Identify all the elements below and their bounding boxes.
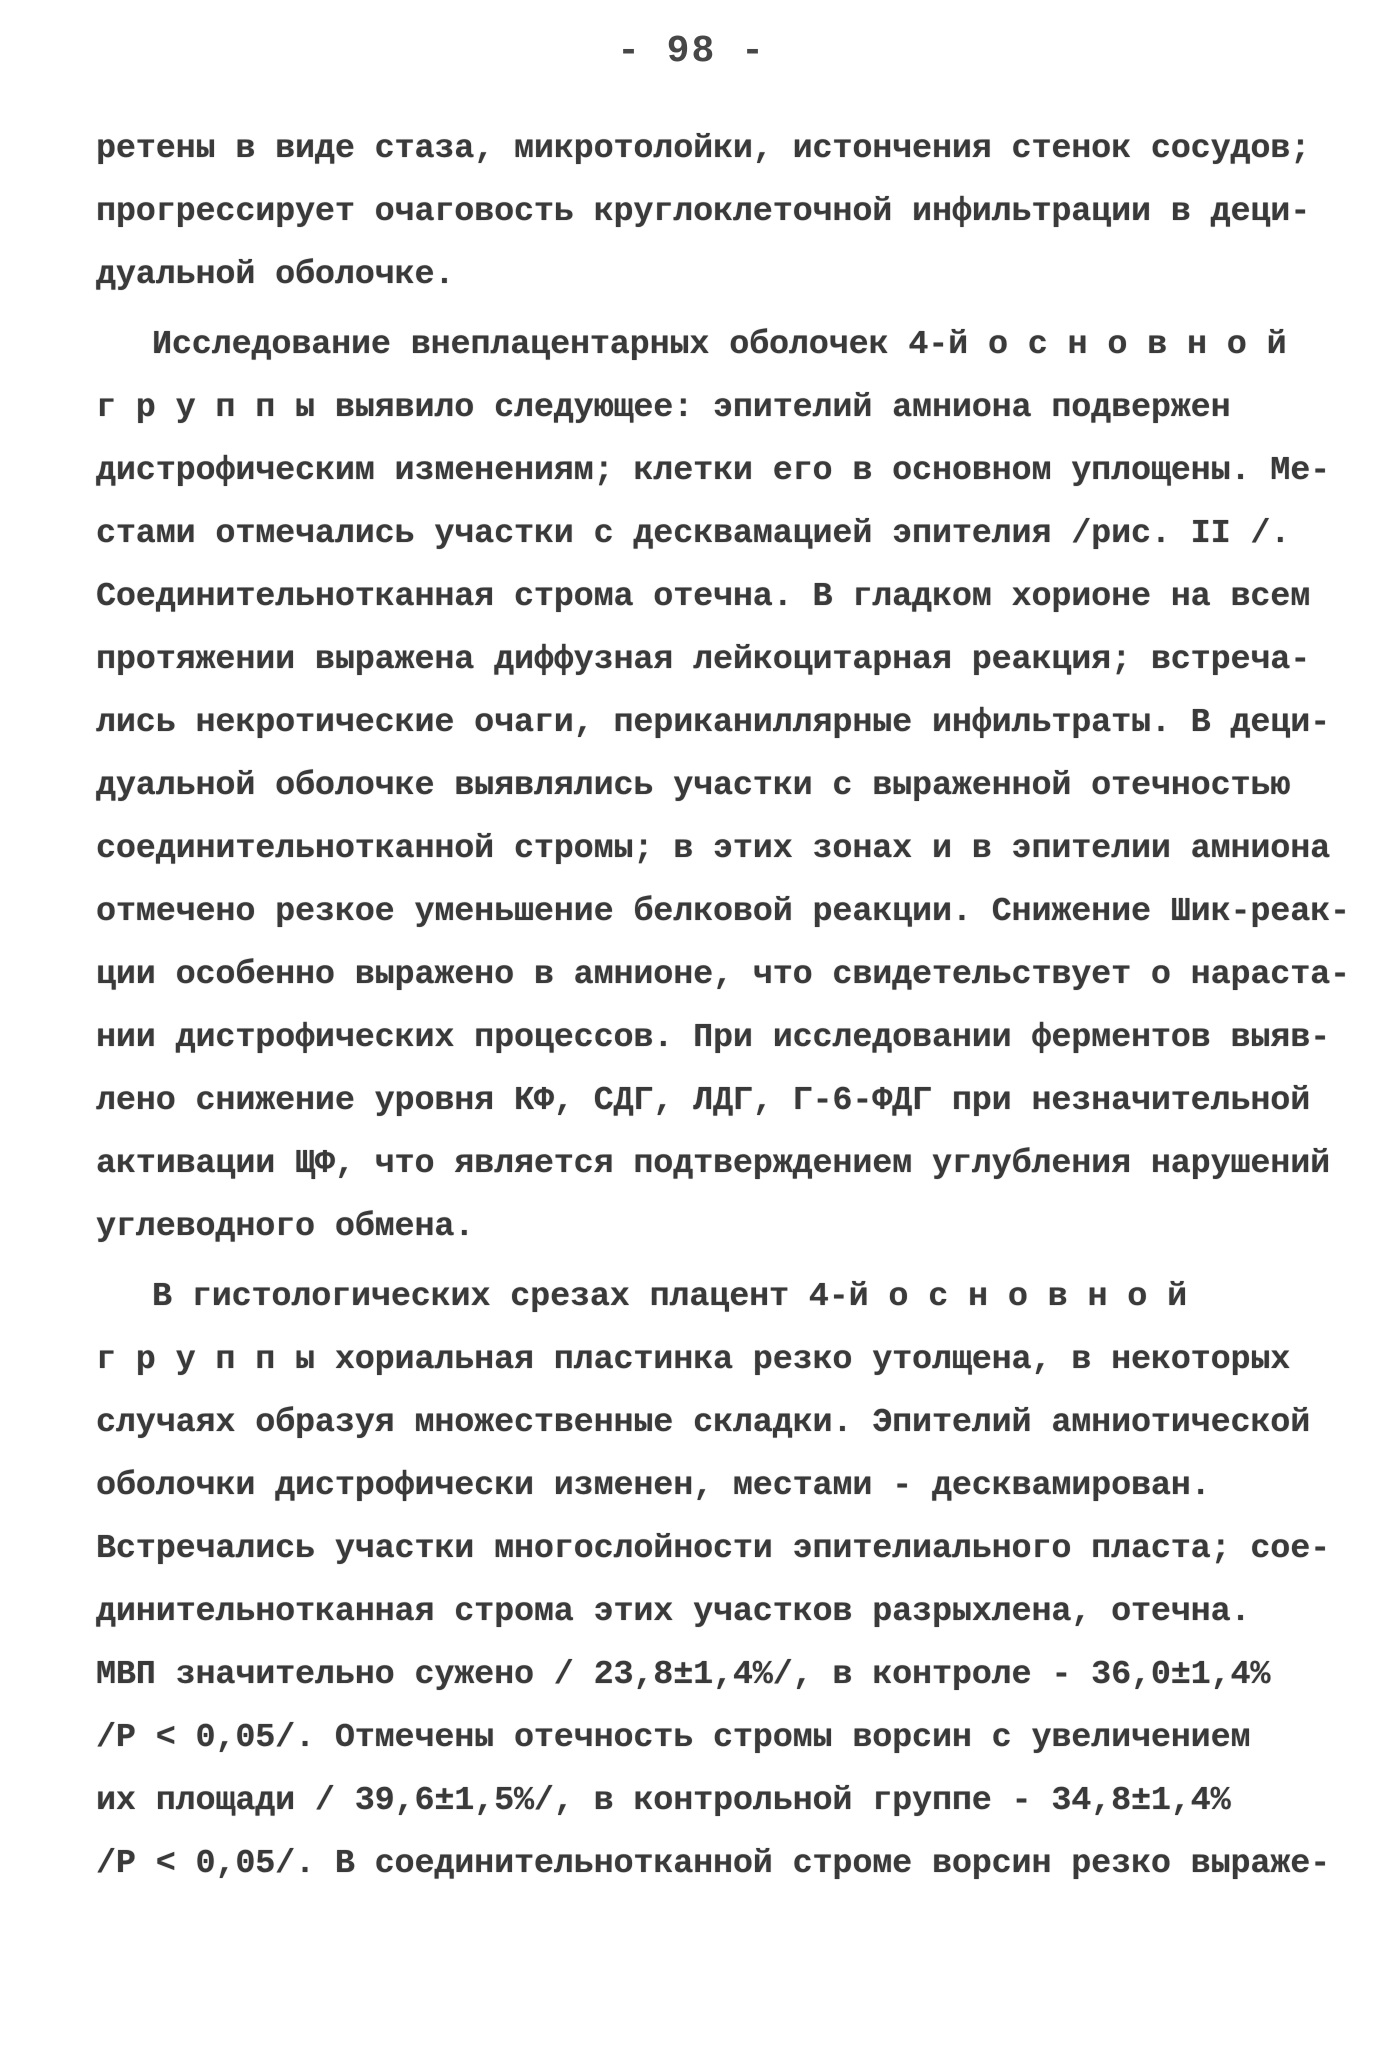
text-line: оболочки дистрофически изменен, местами - десквамирован. bbox=[96, 1467, 1211, 1505]
text-line: ретены в виде стаза, микротолойки, истончения стенок сосудов; bbox=[96, 130, 1311, 168]
text-line: г р у п п ы хориальная пластинка резко утолщена, в некоторых bbox=[96, 1341, 1291, 1379]
text-line: прогрессирует очаговость круглоклеточной инфильтрации в деци- bbox=[96, 193, 1311, 231]
text-line: случаях образуя множественные складки. Эпителий амниотической bbox=[96, 1404, 1311, 1442]
text-line: В гистологических срезах плацент 4-й о с н о в н о й bbox=[152, 1278, 1187, 1316]
text-line: соединительнотканной стромы; в этих зонах и в эпителии амниона bbox=[96, 830, 1331, 868]
text-line: углеводного обмена. bbox=[96, 1208, 475, 1246]
text-line: отмечено резкое уменьшение белковой реакции. Снижение Шик-реак- bbox=[96, 893, 1350, 931]
text-line: активации ЩФ, что является подтверждением углубления нарушений bbox=[96, 1145, 1331, 1183]
text-line: лено снижение уровня КФ, СДГ, ЛДГ, Г-6-ФДГ при незначительной bbox=[96, 1082, 1311, 1120]
text-line: МВП значительно сужено / 23,8±1,4%/, в контроле - 36,0±1,4% bbox=[96, 1656, 1271, 1694]
text-line: /Р < 0,05/. В соединительнотканной строме ворсин резко выраже- bbox=[96, 1845, 1331, 1883]
text-line: нии дистрофических процессов. При исследовании ферментов выяв- bbox=[96, 1019, 1331, 1057]
text-line: /Р < 0,05/. Отмечены отечность стромы ворсин с увеличением bbox=[96, 1719, 1251, 1757]
text-line: протяжении выражена диффузная лейкоцитарная реакция; встреча- bbox=[96, 641, 1311, 679]
text-line: дистрофическим изменениям; клетки его в основном уплощены. Ме- bbox=[96, 452, 1331, 490]
text-line: Исследование внеплацентарных оболочек 4-й о с н о в н о й bbox=[152, 326, 1287, 364]
page-number: - 98 - bbox=[617, 30, 766, 73]
text-line: стами отмечались участки с десквамацией эпителия /рис. II /. bbox=[96, 515, 1291, 553]
text-line: лись некротические очаги, периканиллярные инфильтраты. В деци- bbox=[96, 704, 1331, 742]
text-line: их площади / 39,6±1,5%/, в контрольной группе - 34,8±1,4% bbox=[96, 1782, 1231, 1820]
text-line: динительнотканная строма этих участков разрыхлена, отечна. bbox=[96, 1593, 1251, 1631]
text-line: ции особенно выражено в амнионе, что свидетельствует о нарастa- bbox=[96, 956, 1350, 994]
text-line: дуальной оболочке выявлялись участки с выраженной отечностью bbox=[96, 767, 1291, 805]
text-line: дуальной оболочке. bbox=[96, 256, 455, 294]
text-line: Соединительнотканная строма отечна. В гладком хорионе на всем bbox=[96, 578, 1311, 616]
text-line: Встречались участки многослойности эпителиального пласта; сое- bbox=[96, 1530, 1331, 1568]
text-line: г р у п п ы выявило следующее: эпителий амниона подвержен bbox=[96, 389, 1231, 427]
body-text bbox=[96, 118, 1350, 1896]
